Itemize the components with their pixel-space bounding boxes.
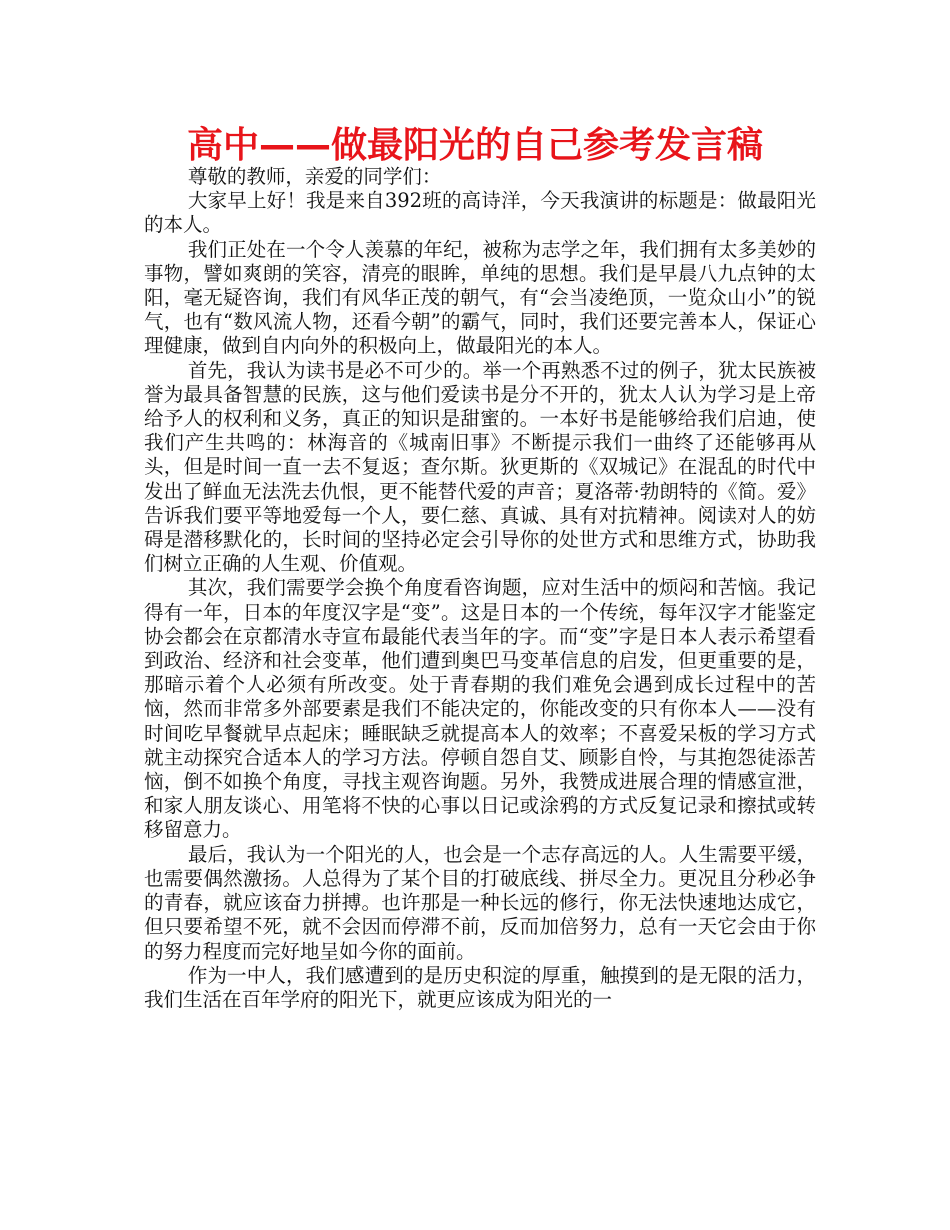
body-paragraph: 我们正处在一个令人羡慕的年纪，被称为志学之年，我们拥有太多美妙的事物，譬如爽朗的笑容，清亮的眼眸，单纯的思想。我们是早晨八九点钟的太阳，毫无疑咨询，我们有风华正茂的朝气，有“会当凌绝顶，一览众山小”的锐气，也有“数风流人物，还看今朝”的霸气，同时，我们还要完善本人，保证心理健康，做到自内向外的积极向上，做最阳光的本人。 [144, 237, 816, 358]
page-title: 高中——做最阳光的自己参考发言稿 [186, 125, 763, 166]
salutation-paragraph: 尊敬的教师，亲爱的同学们： [187, 165, 442, 188]
opening-paragraph: 大家早上好！我是来自392班的高诗洋，今天我演讲的标题是：做最阳光的本人。 [144, 189, 816, 237]
body-paragraph: 最后，我认为一个阳光的人，也会是一个志存高远的人。人生需要平缓，也需要偶然激扬。人总得为了某个目的打破底线、拼尽全力。更况且分秒必争的青春，就应该奋力拼搏。也许那是一种长远的修行，你无法快速地达成它，但只要希望不死，就不会因而停滞不前，反而加倍努力，总有一天它会由于你的努力程度而完好地呈如今你的面前。 [144, 842, 816, 963]
speech-body [144, 165, 816, 1012]
body-paragraph: 首先，我认为读书是必不可少的。举一个再熟悉不过的例子，犹太民族被誉为最具备智慧的民族，这与他们爱读书是分不开的，犹太人认为学习是上帝给予人的权利和义务，真正的知识是甜蜜的。一本好书是能够给我们启迪，使我们产生共鸣的：林海音的《城南旧事》不断提示我们一曲终了还能够再从头，但是时间一直一去不复返；查尔斯。狄更斯的《双城记》在混乱的时代中发出了鲜血无法洗去仇恨，更不能替代爱的声音；夏洛蒂·勃朗特的《简。爱》告诉我们要平等地爱每一个人，要仁慈、真诚、具有对抗精神。阅读对人的妨碍是潜移默化的，长时间的坚持必定会引导你的处世方式和思维方式，协助我们树立正确的人生观、价值观。 [144, 358, 816, 576]
body-paragraph: 其次，我们需要学会换个角度看咨询题，应对生活中的烦闷和苦恼。我记得有一年，日本的年度汉字是“变”。这是日本的一个传统，每年汉字才能鉴定协会都会在京都清水寺宣布最能代表当年的字。而“变”字是日本人表示希望看到政治、经济和社会变革，他们遭到奥巴马变革信息的启发，但更重要的是，那暗示着个人必须有所改变。处于青春期的我们难免会遇到成长过程中的苦恼，然而非常多外部要素是我们不能决定的，你能改变的只有你本人——没有时间吃早餐就早点起床；睡眠缺乏就提高本人的效率；不喜爱呆板的学习方式就主动探究合适本人的学习方法。停顿自怨自艾、顾影自怜，与其抱怨徒添苦恼，倒不如换个角度，寻找主观咨询题。另外，我赞成进展合理的情感宣泄，和家人朋友谈心、用笔将不快的心事以日记或涂鸦的方式反复记录和擦拭或转移留意力。 [144, 576, 816, 842]
body-paragraph: 作为一中人，我们感遭到的是历史积淀的厚重，触摸到的是无限的活力，我们生活在百年学府的阳光下，就更应该成为阳光的一 [144, 963, 816, 1011]
